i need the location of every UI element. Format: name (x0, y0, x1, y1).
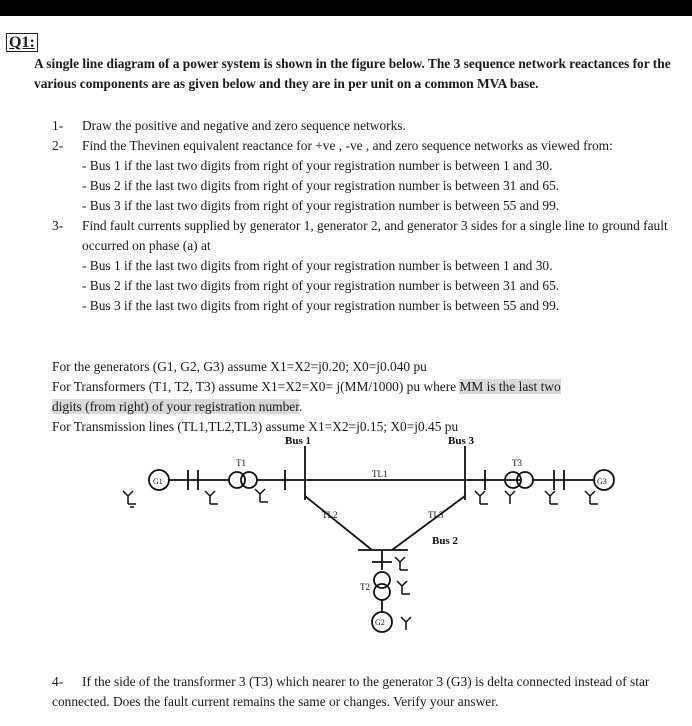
t2-winding-b (374, 584, 390, 600)
t2-wye-icon (397, 581, 410, 594)
task-item-3 (52, 216, 672, 316)
tl2-label: TL2 (322, 510, 338, 520)
tl3-label: TL3 (428, 510, 444, 520)
generator-params: For the generators (G1, G2, G3) assume X1=X2=j0.20; X0=j0.040 pu (52, 359, 427, 374)
task-list (52, 116, 672, 316)
transformer-params-end: . (298, 399, 303, 414)
transformer-params (52, 377, 672, 417)
g3-ground-icon (585, 491, 598, 504)
transformer-highlight-1: MM is the last two (459, 379, 561, 394)
sub-item: - Bus 1 if the last two digits from right of your registration number is between 1 and 30. (82, 158, 553, 173)
t3-wye-ground-icon (475, 491, 488, 504)
g3-label: G3 (597, 477, 607, 486)
bus1-label: Bus 1 (285, 435, 311, 447)
single-line-diagram (110, 432, 630, 652)
top-black-bar (0, 0, 692, 16)
t1-wye-ground-icon (205, 491, 218, 504)
t1-label: T1 (236, 458, 246, 468)
q4-text: If the side of the transformer 3 (T3) which nearer to the generator 3 (G3) is delta connected instead of star connected. Does the fault current remains the same or changes. Verify your answer. (52, 674, 650, 709)
t3-wye-icon (505, 491, 515, 504)
task-item-1 (52, 116, 672, 136)
tl1-label: TL1 (372, 469, 388, 479)
task-item-2 (52, 136, 672, 216)
g2-label: G2 (375, 618, 385, 627)
t3-label: T3 (512, 458, 522, 468)
grounding-symbols (123, 489, 598, 630)
t2-label: T2 (360, 582, 370, 592)
task-number: 1- (52, 118, 64, 133)
t2-wye-ground-icon (395, 557, 408, 570)
t3-star-ground-icon (545, 491, 558, 504)
question-label: Q1: (6, 33, 38, 52)
task-text: Find the Thevinen equivalent reactance for +ve , -ve , and zero sequence networks as viewed from: (82, 138, 613, 153)
sub-item: - Bus 1 if the last two digits from right of your registration number is between 1 and 30. (82, 258, 553, 273)
task-number: 3- (52, 218, 64, 233)
sub-item: - Bus 2 if the last two digits from right of your registration number is between 31 and 65. (82, 178, 560, 193)
line-params: For Transmission lines (TL1,TL2,TL3) assume X1=X2=j0.15; X0=j0.45 pu (52, 419, 459, 434)
task-text: Find fault currents supplied by generator 1, generator 2, and generator 3 sides for a single line to ground fault occurred on phase (a) at (82, 218, 668, 253)
g2-wye-icon (401, 617, 411, 630)
q4-number: 4- (52, 674, 64, 689)
bus2-label: Bus 2 (432, 535, 458, 547)
transformer-highlight-2: digits (from right) of your registration number (52, 399, 299, 414)
tl2-line (305, 496, 372, 550)
sub-item: - Bus 3 if the last two digits from right of your registration number is between 55 and 99. (82, 298, 560, 313)
g1-label: G1 (153, 477, 163, 486)
t1-wye-icon (255, 489, 268, 502)
task-text: Draw the positive and negative and zero sequence networks. (82, 118, 406, 133)
transformer-params-text: For Transformers (T1, T2, T3) assume X1=X2=X0= j(MM/1000) pu where (52, 379, 460, 394)
bus3-label: Bus 3 (448, 435, 474, 447)
g1-ground-icon (123, 491, 136, 507)
question-4 (52, 672, 672, 712)
task-number: 2- (52, 138, 64, 153)
t1-winding-b (241, 472, 257, 488)
parameters (52, 357, 672, 437)
question-intro: A single line diagram of a power system is shown in the figure below. The 3 sequence network reactances for the various components are as given below and they are in per unit on a common MVA base. (34, 56, 671, 91)
sub-item: - Bus 3 if the last two digits from right of your registration number is between 55 and 99. (82, 198, 560, 213)
sub-item: - Bus 2 if the last two digits from right of your registration number is between 31 and 65. (82, 278, 560, 293)
